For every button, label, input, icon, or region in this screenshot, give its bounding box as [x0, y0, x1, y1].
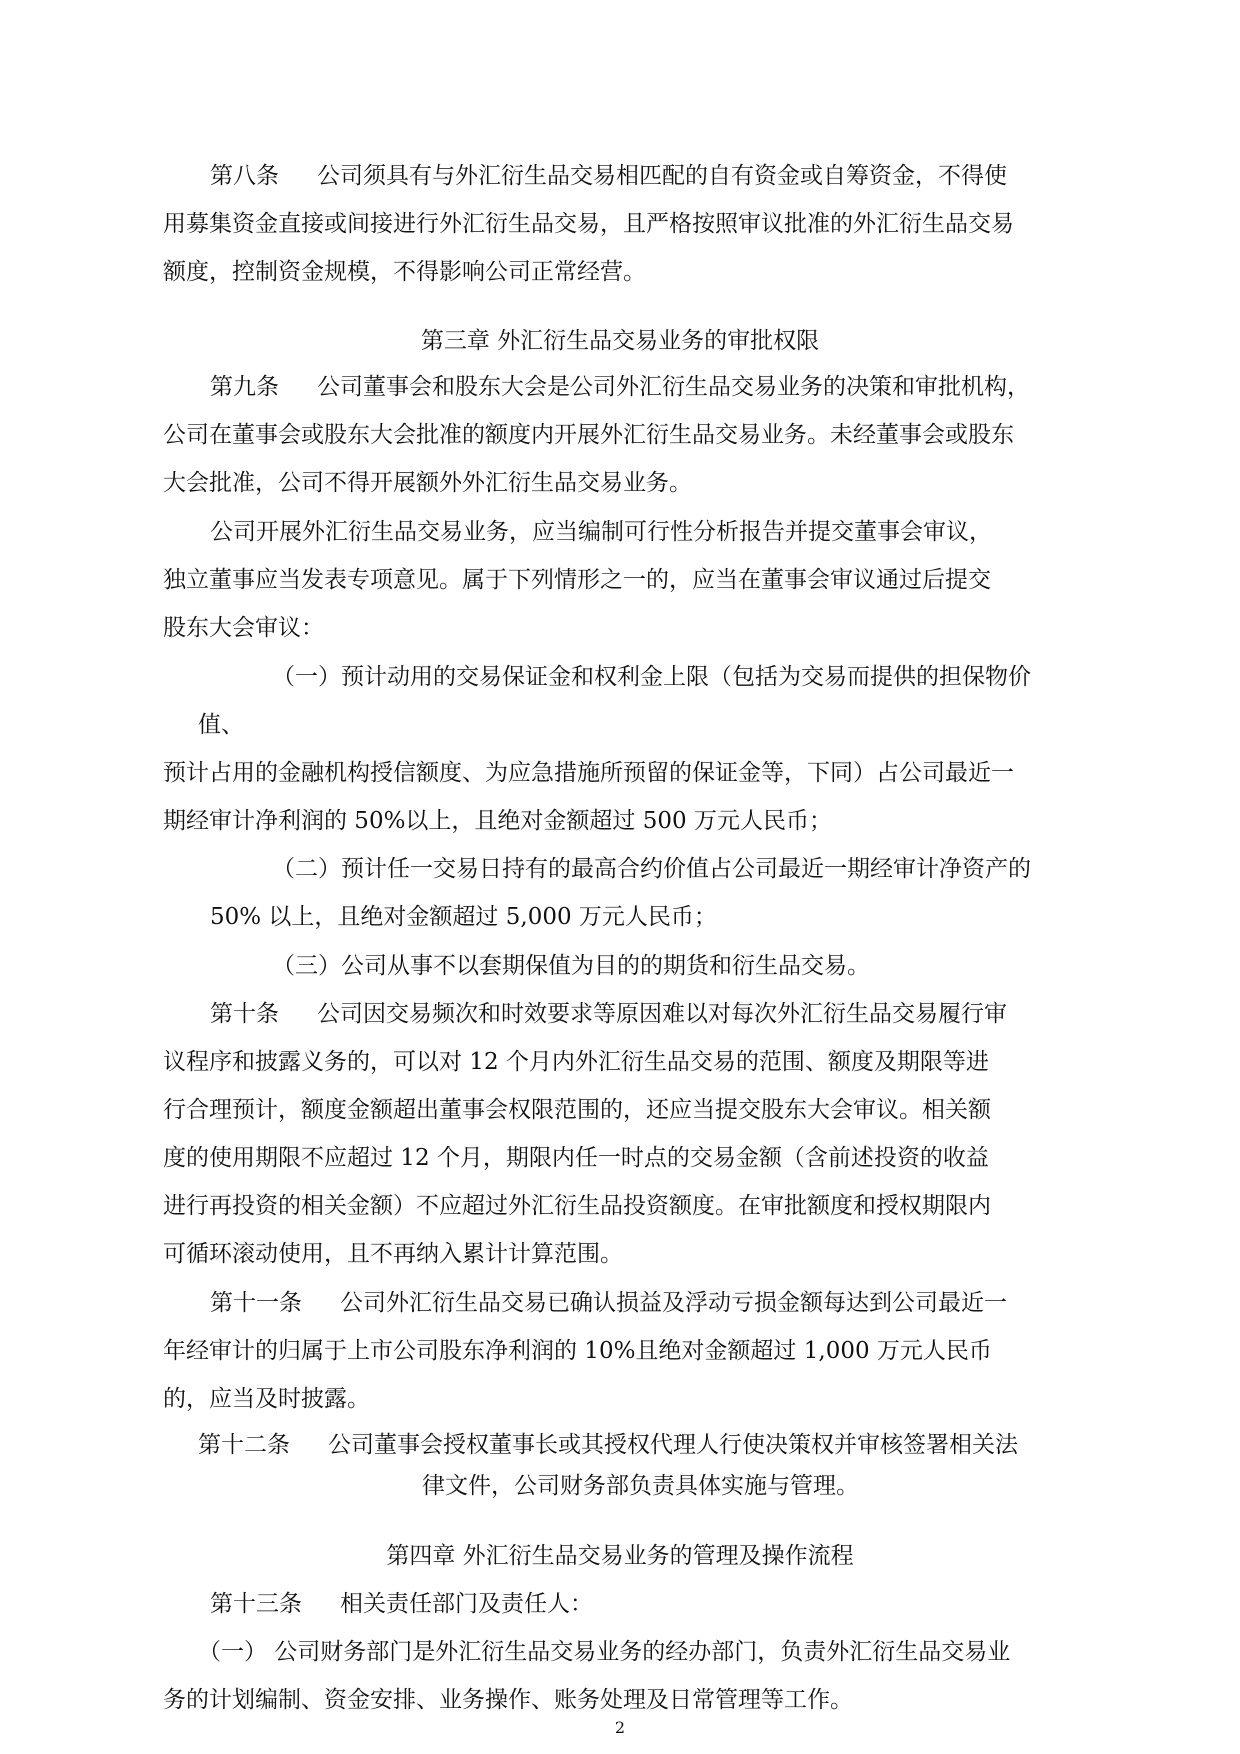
article-11-text: 公司外汇衍生品交易已确认损益及浮动亏损金额每达到公司最近一 [340, 1290, 1007, 1316]
article-9-para-2-line-1: 公司开展外汇衍生品交易业务，应当编制可行性分析报告并提交董事会审议， [210, 519, 992, 545]
article-11-line-1 [210, 1283, 1007, 1323]
item-1-line-1: （一）预计动用的交易保证金和权利金上限（包括为交易而提供的担保物价 [272, 664, 1031, 690]
item-1-line-2: 值、 [198, 712, 244, 738]
article-10-text: 公司因交易频次和时效要求等原因难以对每次外汇衍生品交易履行审 [317, 1001, 1007, 1027]
article-13-item-1-line-2: 务的计划编制、资金安排、业务操作、账务处理及日常管理等工作。 [163, 1687, 853, 1713]
article-13-item-1-line-1: （一） 公司财务部门是外汇衍生品交易业务的经办部门，负责外汇衍生品交易业 [198, 1639, 1011, 1665]
article-9-line-3: 大会批准，公司不得开展额外外汇衍生品交易业务。 [163, 470, 692, 496]
article-13-label: 第十三条 [210, 1591, 302, 1617]
article-11-line-3: 的，应当及时披露。 [163, 1386, 370, 1412]
article-10-line-6: 可循环滚动使用，且不再纳入累计计算范围。 [163, 1241, 623, 1267]
article-9-line-2: 公司在董事会或股东大会批准的额度内开展外汇衍生品交易业务。未经董事会或股东 [163, 422, 1014, 448]
article-8-line-3: 额度，控制资金规模，不得影响公司正常经营。 [163, 259, 646, 285]
item-1-line-3: 预计占用的金融机构授信额度、为应急措施所预留的保证金等，下同）占公司最近一 [163, 760, 1014, 786]
item-3-line-1: （三）公司从事不以套期保值为目的的期货和衍生品交易。 [272, 953, 870, 979]
article-13-text: 相关责任部门及责任人： [340, 1591, 593, 1617]
article-8-line-2: 用募集资金直接或间接进行外汇衍生品交易，且严格按照审议批准的外汇衍生品交易 [163, 211, 1014, 237]
article-12-label: 第十二条 [198, 1432, 290, 1458]
article-9-text: 公司董事会和股东大会是公司外汇衍生品交易业务的决策和审批机构， [317, 374, 1030, 400]
article-9-para-2-line-2: 独立董事应当发表专项意见。属于下列情形之一的，应当在董事会审议通过后提交 [163, 567, 991, 593]
article-12-line-2: 律文件，公司财务部负责具体实施与管理。 [422, 1473, 859, 1499]
article-10-line-3: 行合理预计，额度金额超出董事会权限范围的，还应当提交股东大会审议。相关额 [163, 1097, 991, 1123]
article-13-line-1 [210, 1584, 593, 1624]
item-2-line-2: 50% 以上，且绝对金额超过 5,000 万元人民币； [210, 904, 717, 930]
chapter-4-title: 第四章 外汇衍生品交易业务的管理及操作流程 [386, 1543, 854, 1569]
article-10-line-5: 进行再投资的相关金额）不应超过外汇衍生品投资额度。在审批额度和授权期限内 [163, 1193, 991, 1219]
article-10-line-2: 议程序和披露义务的，可以对 12 个月内外汇衍生品交易的范围、额度及期限等进 [163, 1049, 989, 1075]
article-12-text: 公司董事会授权董事长或其授权代理人行使决策权并审核签署相关法 [328, 1432, 1018, 1458]
page-number: 2 [614, 1718, 626, 1737]
article-9-para-2-line-3: 股东大会审议： [163, 615, 324, 641]
article-11-label: 第十一条 [210, 1290, 302, 1316]
article-12-line-1 [198, 1425, 1018, 1465]
article-8-label: 第八条 [210, 163, 279, 189]
item-1-line-4: 期经审计净利润的 50%以上，且绝对金额超过 500 万元人民币； [163, 808, 832, 834]
article-9-label: 第九条 [210, 374, 279, 400]
article-10-line-1 [210, 994, 1007, 1034]
article-9-line-1 [210, 367, 1030, 407]
chapter-3-title: 第三章 外汇衍生品交易业务的审批权限 [420, 328, 820, 354]
item-2-line-1: （二）预计任一交易日持有的最高合约价值占公司最近一期经审计净资产的 [272, 856, 1031, 882]
article-8-text: 公司须具有与外汇衍生品交易相匹配的自有资金或自筹资金，不得使 [317, 163, 1007, 189]
article-11-line-2: 年经审计的归属于上市公司股东净利润的 10%且绝对金额超过 1,000 万元人民币 [163, 1338, 992, 1364]
article-8-line-1 [210, 156, 1007, 196]
article-10-line-4: 度的使用期限不应超过 12 个月，期限内任一时点的交易金额（含前述投资的收益 [163, 1145, 989, 1171]
article-10-label: 第十条 [210, 1001, 279, 1027]
